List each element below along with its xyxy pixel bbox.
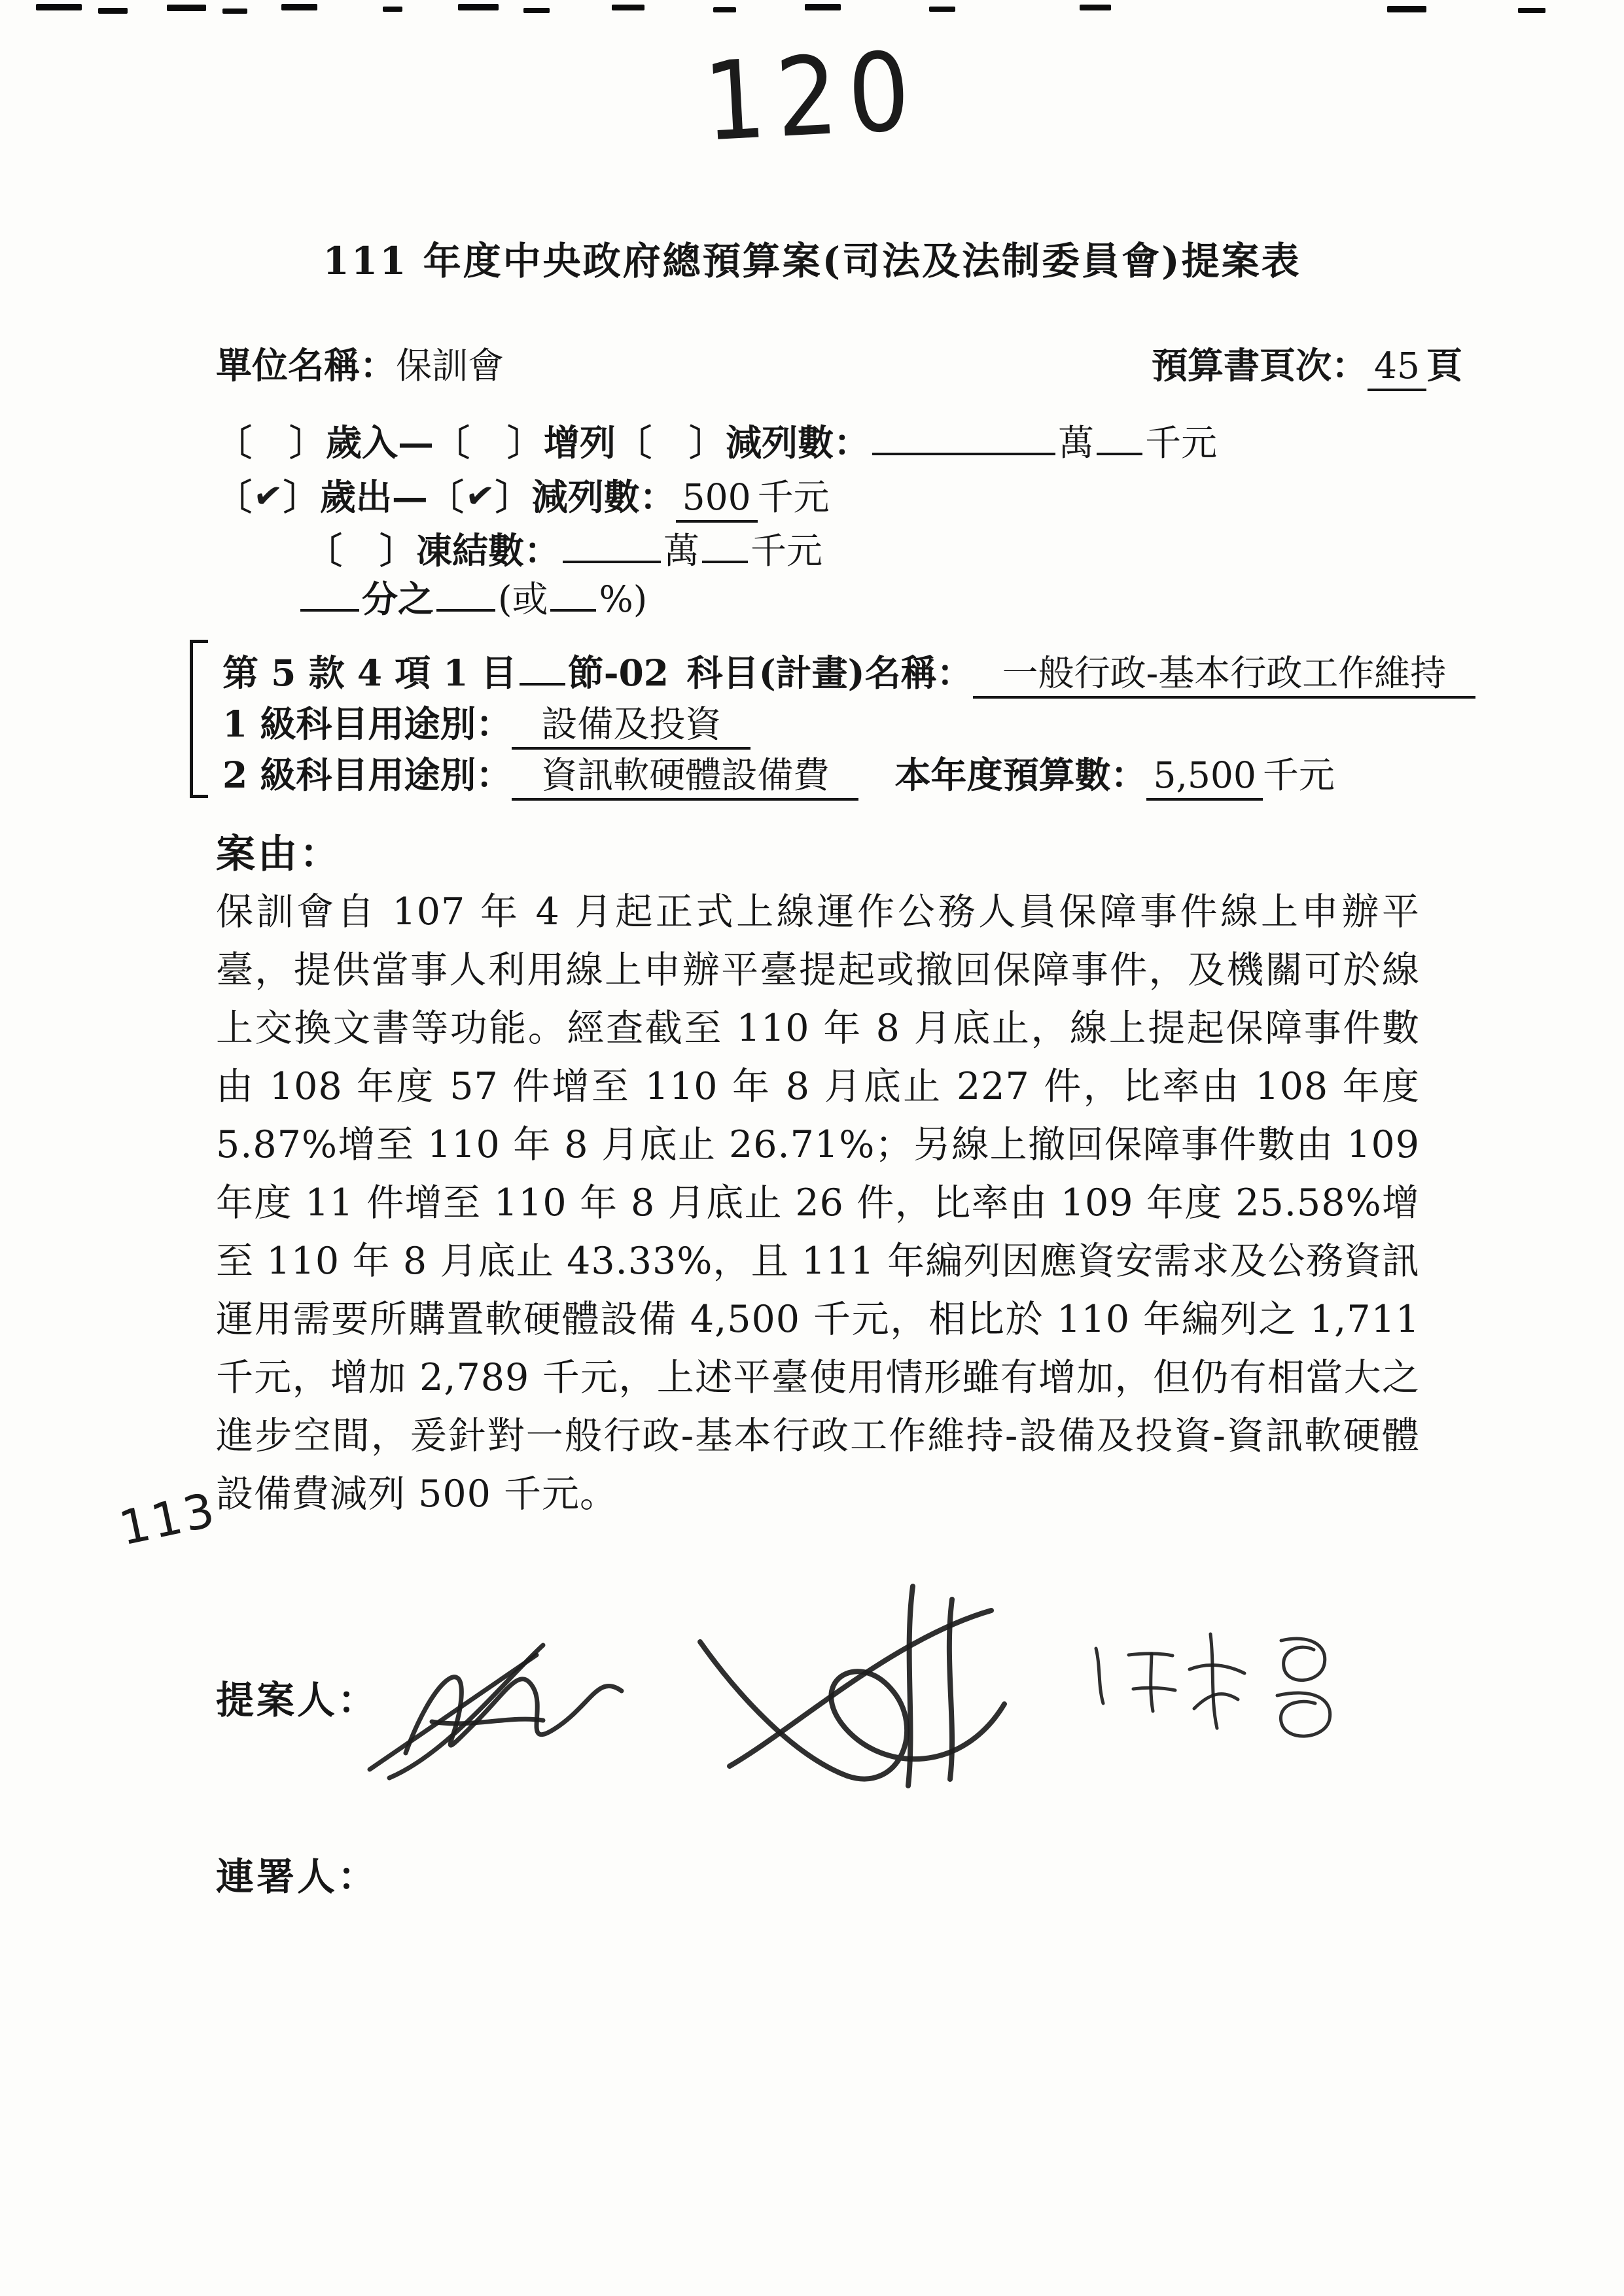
budget-page-value: 45 bbox=[1368, 345, 1426, 391]
freeze-checkbox: 〔 〕 bbox=[306, 529, 417, 572]
scan-artifact bbox=[1387, 6, 1426, 12]
checkmark-icon: ✔ bbox=[251, 475, 285, 518]
scan-artifact bbox=[805, 4, 841, 10]
case-heading: 案由： bbox=[216, 831, 342, 877]
bracket-open: 〔 bbox=[216, 476, 253, 518]
proposer-signatures bbox=[334, 1557, 1413, 1808]
amount-blank bbox=[1097, 417, 1142, 455]
section-number-label: 第 5 款 4 項 1 目 bbox=[222, 652, 517, 694]
scan-artifact bbox=[929, 7, 955, 12]
plan-name-label: 科目(計畫)名稱： bbox=[686, 652, 973, 694]
scan-artifact bbox=[458, 4, 499, 10]
expense-checkbox-checked bbox=[216, 476, 320, 518]
bracket-open: 〔 bbox=[427, 476, 465, 518]
section-row-1 bbox=[222, 644, 1475, 696]
section-node-label: 節-02 bbox=[567, 652, 669, 694]
handwritten-page-number: 120 bbox=[700, 28, 924, 165]
signature-ink bbox=[334, 1557, 1413, 1805]
expense-label: 歲出— bbox=[319, 476, 428, 518]
fraction-blank bbox=[300, 574, 359, 612]
unit-row bbox=[216, 337, 1462, 389]
scan-artifact bbox=[36, 4, 82, 10]
signature-scribble-2 bbox=[700, 1586, 1004, 1786]
fraction-row bbox=[298, 570, 647, 622]
level1-category-value: 設備及投資 bbox=[512, 703, 750, 750]
fraction-label: 分之 bbox=[362, 578, 434, 620]
decrease-label: 減列數： bbox=[726, 421, 870, 464]
unit-wan: 萬 bbox=[663, 530, 700, 572]
expense-row bbox=[216, 468, 830, 520]
amount-blank bbox=[563, 525, 661, 563]
cosigner-label: 連署人： bbox=[216, 1854, 379, 1899]
level2-category-value: 資訊軟硬體設備費 bbox=[512, 754, 858, 801]
freeze-row bbox=[306, 522, 822, 574]
scan-artifact bbox=[523, 8, 550, 13]
annual-budget-label: 本年度預算數： bbox=[894, 754, 1147, 796]
bracket-close: 〕 bbox=[283, 476, 320, 518]
annual-budget-value: 5,500 bbox=[1146, 754, 1262, 801]
level1-category-label: 1 級科目用途別： bbox=[222, 703, 512, 745]
budget-page bbox=[1152, 337, 1462, 389]
increase-checkbox: 〔 〕 bbox=[434, 421, 544, 464]
revenue-row bbox=[216, 414, 1217, 466]
scan-artifact bbox=[98, 8, 128, 14]
handwritten-margin-note: 113 bbox=[114, 1482, 222, 1556]
scan-artifact bbox=[281, 4, 317, 10]
unit-qianyuan: 千元 bbox=[1145, 422, 1218, 464]
increase-label: 增列 bbox=[544, 421, 616, 464]
unit-name bbox=[216, 337, 504, 389]
checkmark-icon: ✔ bbox=[463, 475, 497, 518]
section-bracket bbox=[190, 640, 208, 798]
unit-qianyuan: 千元 bbox=[1262, 754, 1335, 796]
document-title: 111 年度中央政府總預算案(司法及法制委員會)提案表 bbox=[323, 239, 1301, 283]
amount-blank bbox=[872, 417, 1055, 455]
budget-page-label: 預算書頁次： bbox=[1151, 344, 1368, 387]
fraction-blank bbox=[550, 574, 596, 612]
decrease-checkbox: 〔 〕 bbox=[616, 421, 726, 464]
section-blank bbox=[520, 648, 565, 686]
expense-decrease-value: 500 bbox=[676, 476, 758, 523]
unit-name-label: 單位名稱： bbox=[216, 344, 397, 387]
level2-category-label: 2 級科目用途別： bbox=[222, 754, 512, 796]
amount-blank bbox=[702, 525, 748, 563]
revenue-checkbox: 〔 〕 bbox=[216, 421, 327, 464]
scan-artifact bbox=[1518, 8, 1545, 13]
fraction-or-label: (或 bbox=[498, 578, 548, 620]
section-row-3 bbox=[222, 746, 1335, 798]
case-body-text: 保訓會自 107 年 4 月起正式上線運作公務人員保障事件線上申辦平臺，提供當事人利用線上申辦平臺提起或撤回保障事件，及機關可於線上交換文書等功能。經查截至 110 年 8 月底止，線上提起保障事件數由 108 年度 57 件增至 110 年 8 月底止 227 件，比率由 108 年度 5.87%增至 110 年 8 月底止 26.71%；另線上撤回保障事件數由 109 年度 11 件增至 110 年 8 月底止 26 件，比率由 109 年度 25.58%增至 110 年 8 月底止 43.33%，且 111 年編列因應資安需求及公務資訊運用需要所購置軟硬體設備 4,500 千元，相比於 110 年編列之 1,711 千元，增加 2,789 千元，上述平臺使用情形雖有增加，但仍有相當大之進步空間，爰針對一般行政-基本行政工作維持-設備及投資-資訊軟硬體設備費減列 500 千元。 bbox=[216, 890, 1420, 1516]
revenue-label: 歲入— bbox=[326, 421, 434, 464]
scan-artifact bbox=[383, 7, 402, 12]
scan-artifact bbox=[1080, 5, 1111, 10]
unit-wan: 萬 bbox=[1058, 422, 1095, 464]
plan-name-value: 一般行政-基本行政工作維持 bbox=[973, 652, 1476, 699]
budget-page-suffix: 頁 bbox=[1426, 344, 1462, 387]
fraction-blank bbox=[436, 574, 495, 612]
proposer-label: 提案人： bbox=[216, 1678, 379, 1722]
freeze-label: 凍結數： bbox=[416, 529, 561, 572]
expense-decrease-label: 減列數： bbox=[531, 476, 676, 518]
signature-scribble-3 bbox=[1096, 1634, 1330, 1736]
scan-artifact bbox=[713, 7, 736, 12]
scan-artifact bbox=[167, 5, 206, 11]
unit-qianyuan: 千元 bbox=[757, 476, 830, 518]
bracket-close: 〕 bbox=[495, 476, 532, 518]
scan-artifact bbox=[612, 5, 644, 10]
unit-qianyuan: 千元 bbox=[750, 530, 823, 572]
scan-artifact bbox=[222, 9, 247, 14]
fraction-percent-label: %) bbox=[599, 578, 648, 620]
unit-name-value: 保訓會 bbox=[396, 345, 504, 387]
signature-scribble-1 bbox=[370, 1645, 622, 1778]
section-row-2 bbox=[222, 695, 750, 747]
expense-decrease-checkbox-checked bbox=[428, 476, 532, 518]
